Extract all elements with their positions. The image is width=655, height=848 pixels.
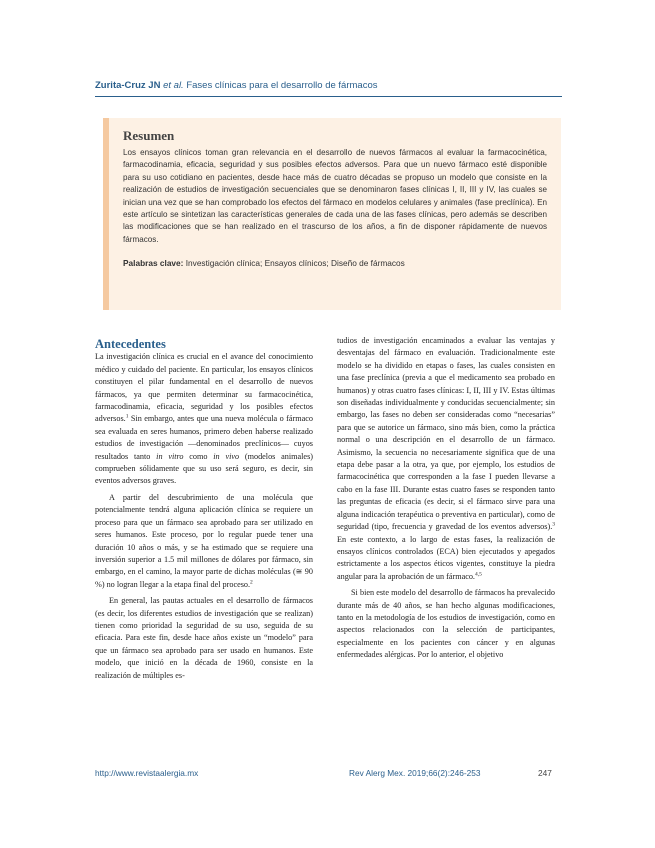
footer-url[interactable]: http://www.revistaalergia.mx: [95, 768, 199, 778]
header-title: Fases clínicas para el desarrollo de fármacos: [186, 80, 378, 91]
header-authors: Zurita-Cruz JN: [95, 80, 161, 91]
reference-marker: 1: [125, 413, 129, 420]
header-rule: [95, 96, 562, 97]
column-right: [337, 335, 555, 662]
abstract-box: [103, 118, 561, 310]
page-number: 247: [538, 768, 552, 778]
p1-text-a: La investigación clínica es crucial en el avance del conocimiento médico y cuidado del paciente. En particular, los ensayos clínicos constituyen el pilar fundamental en el desarrollo de nuevos fármacos, ya que permiten determinar su farmacocinética, farmacodinamia, eficacia, seguridad y los posibles efectos adversos.: [95, 352, 313, 424]
reference-marker: 3: [552, 521, 555, 528]
section-heading: Antecedentes: [95, 337, 166, 351]
running-header: [95, 80, 378, 91]
paragraph-4: [337, 335, 555, 583]
header-etal: et al.: [163, 80, 184, 91]
paragraph-5: Si bien este modelo del desarrollo de fármacos ha prevalecido durante más de 40 años, se han hecho algunas modificaciones, tanto en la metodología de los estudios de investigación, como en aspectos relacionados con la selección de participantes, especialmente en los pacientes con cáncer y en algunas enfermedades alérgicas. Por lo anterior, el objetivo: [337, 588, 555, 660]
abstract-title: Resumen: [123, 128, 175, 143]
footer-journal: Rev Alerg Mex. 2019;66(2):246-253: [349, 768, 481, 778]
p1-text-b: Sin embargo, antes que una nueva molécula o fármaco sea evaluada en seres humanos, primero deben haberse realizado estudios de investigación —denominados preclínicos— cuyos resultados tanto: [95, 414, 313, 461]
p1-text-d: (modelos animales) comprueben sólidamente que su uso será seguro, es decir, sin eventos adversos graves.: [95, 451, 313, 486]
p1-invitro: in vitro: [156, 451, 184, 461]
keywords-label: Palabras clave:: [123, 258, 184, 269]
abstract-text: Los ensayos clínicos toman gran relevancia en el desarrollo de nuevos fármacos al evaluar la farmacocinética, farmacodinamia, eficacia, seguridad y sus posibles efectos adversos. Para que un nuevo fármaco esté disponible para su uso cotidiano en pacientes, desde hace más de cuatro décadas se propuso un modelo que consiste en la realización de estudios de investigación secuenciales que se denominaron fases clínicas I, II, III y IV, las cuales se inician una vez que se han comprobado los efectos del fármaco en modelos celulares y animales (fase preclínica). En este artículo se sintetizan las características generales de cada una de las fases clínicas, pero además se describen las modificaciones que se han realizado en el trascurso de los años, a fin de disponer rápidamente de nuevos fármacos.: [123, 148, 547, 244]
p2-text: A partir del descubrimiento de una molécula que potencialmente tendrá alguna aplicación clínica se requiere un proceso para que un fármaco sea aprobado para ser utilizado en seres humanos. Este proceso, por lo regular puede tener una duración 10 años o más, y se ha estimado que se requiere una inversión superior a 1.5 mil millones de dólares por fármaco, sin embargo, en el camino, la mayor parte de dichas moléculas (≅ 90 %) no logran llegar a la etapa final del proceso.: [95, 492, 313, 589]
paragraph-3: En general, las pautas actuales en el desarrollo de fármacos (es decir, los diferentes estudios de investigación que se realizan) tienen como prioridad la seguridad de su uso, seguida de su eficacia. Para este fin, desde hace años existe un “modelo” para que un fármaco sea aprobado para ser usado en humanos. Este modelo, que inició en la década de 1960, consiste en la realización de múltiples es-: [95, 596, 313, 680]
keywords: [123, 258, 547, 268]
reference-marker: 4,5: [474, 570, 482, 577]
reference-marker: 2: [250, 578, 253, 585]
p1-invivo: in vivo: [213, 451, 240, 461]
paragraph-1: [95, 351, 313, 487]
keywords-list: Investigación clínica; Ensayos clínicos; Diseño de fármacos: [185, 258, 405, 269]
p4-text-a: tudios de investigación encaminados a evaluar las ventajas y desventajas del fármaco en evaluación. Tradicionalmente este modelo se ha dividido en etapas o fases, las cuales consisten en una fase preclínica (previa a que el medicamento sea probado en humanos) y otras cuatro fases clínicas: I, II, III y IV. Estas últimas son diseñadas individualmente y conducidas secuencialmente; sin embargo, las fases no deben ser consideradas como “necesarias” para que se autorice un fármaco, sino más bien, como la práctica normal o una descripción en el desarrollo de un fármaco. Asimismo, la secuencia no necesariamente significa que de una etapa debe pasar a la otra, ya que, por ejemplo, los estudios de farmacocinética que corresponden a la fase I pueden llevarse a cabo en la fase III. Durante estas cuatro fases se responden tanto las preguntas de eficacia (es decir, si el fármaco sirve para una alguna indicación terapéutica o preventiva en particular), como de seguridad (tipo, frecuencia y gravedad de los eventos adversos).: [337, 336, 555, 532]
column-left: [95, 338, 313, 682]
paragraph-2: [95, 492, 313, 591]
p4-text-b: En este contexto, a lo largo de estas fases, la realización de ensayos clínicos controlados (ECA) bien ejecutados y apegados estrictamente a los aspectos éticos vigentes, constituye la piedra angular para la aprobación de un fármaco.: [337, 534, 555, 581]
p1-text-c: como: [183, 451, 214, 461]
